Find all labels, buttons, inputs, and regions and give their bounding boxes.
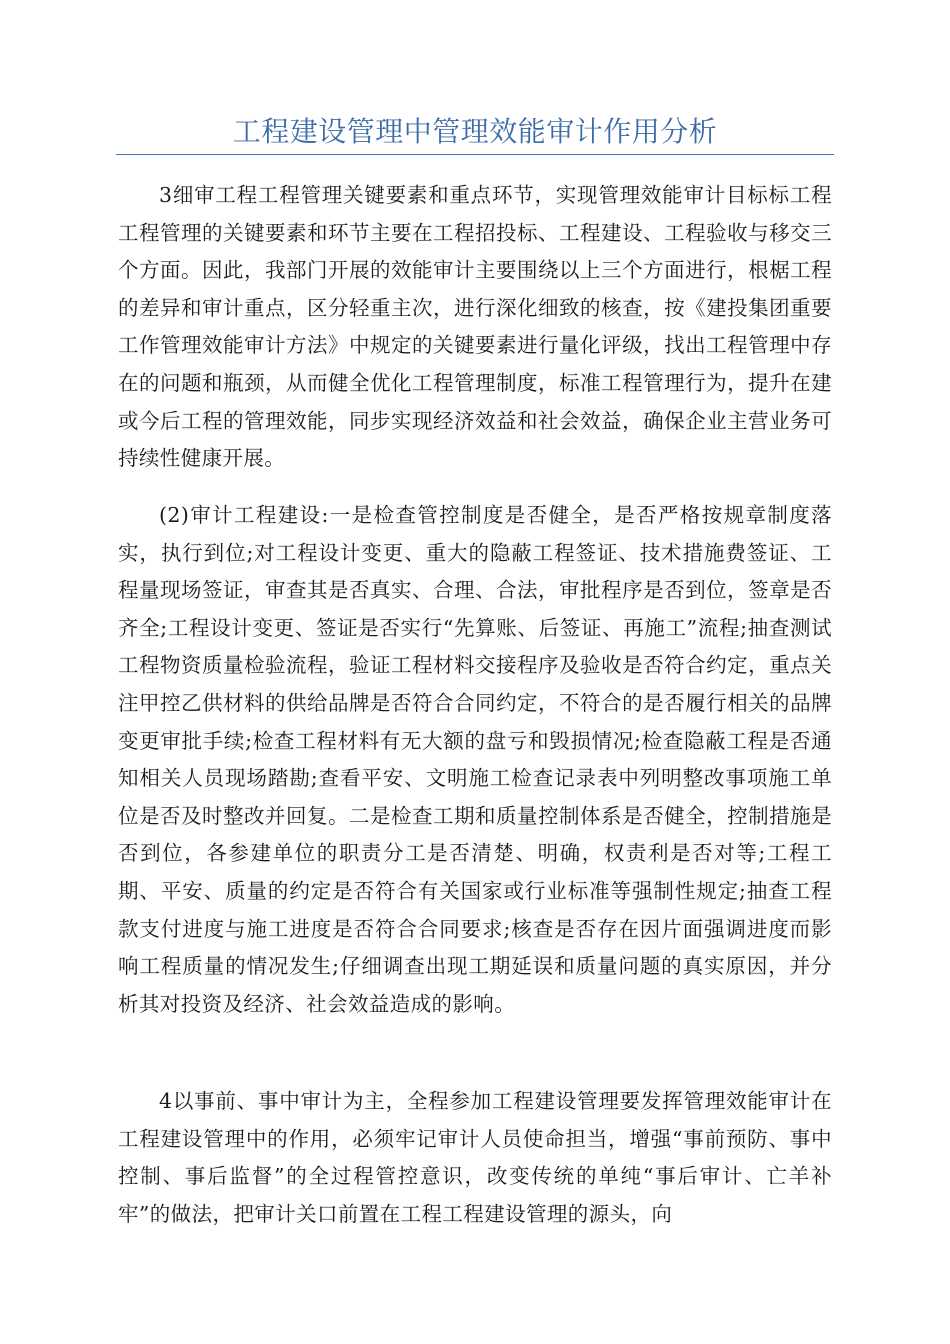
paragraph-key-elements: 3细审工程工程管理关键要素和重点环节，实现管理效能审计目标标工程工程管理的关键要素和环节主要在工程招投标、工程建设、工程验收与移交三个方面。因此，我部门开展的效能审计主要围绕以上三个方面进行，根椐工程的差异和审计重点，区分轻重主次，进行深化细致的核查，按《建投集团重要工作管理效能审计方法》中规定的关键要素进行量化评级，找出工程管理中存在的问题和瓶颈，从而健全优化工程管理制度，标准工程管理行为，提升在建或今后工程的管理效能，同步实现经济效益和社会效益，确保企业主营业务可持续性健康开展。 [118,183,832,471]
document-title: 工程建设管理中管理效能审计作用分析 [232,115,718,148]
paragraph-pre-audit: 4以事前、事中审计为主，全程参加工程建设管理要发挥管理效能审计在工程建设管理中的作用，必须牢记审计人员使命担当，增强“事前预防、事中控制、事后监督”的全过程管控意识，改变传统的单纯“事后审计、亡羊补牢”的做法，把审计关口前置在工程工程建设管理的源头，向 [118,1089,832,1226]
title-underline [116,154,834,155]
paragraph-construction-audit: (2)审计工程建设:一是检查管控制度是否健全，是否严格按规章制度落实，执行到位;对工程设计变更、重大的隐蔽工程签证、技术措施费签证、工程量现场签证，审查其是否真实、合理、合法，审批程序是否到位，签章是否齐全;工程设计变更、签证是否实行“先算账、后签证、再施工”流程;抽查测试工程物资质量检验流程，验证工程材料交接程序及验收是否符合约定，重点关注甲控乙供材料的供给品牌是否符合合同约定，不符合的是否履行相关的品牌变更审批手续;检查工程材料有无大额的盘亏和毁损情况;检查隐蔽工程是否通知相关人员现场踏勘;查看平安、文明施工检查记录表中列明整改事项施工单位是否及时整改并回复。二是检查工期和质量控制体系是否健全，控制措施是否到位，各参建单位的职责分工是否清楚、明确，权责利是否对等;工程工期、平安、质量的约定是否符合有关国家或行业标准等强制性规定;抽查工程款支付进度与施工进度是否符合合同要求;核查是否存在因片面强调进度而影响工程质量的情况发生;仔细调查出现工期延误和质量问题的真实原因，并分析其对投资及经济、社会效益造成的影响。 [118,503,832,1016]
